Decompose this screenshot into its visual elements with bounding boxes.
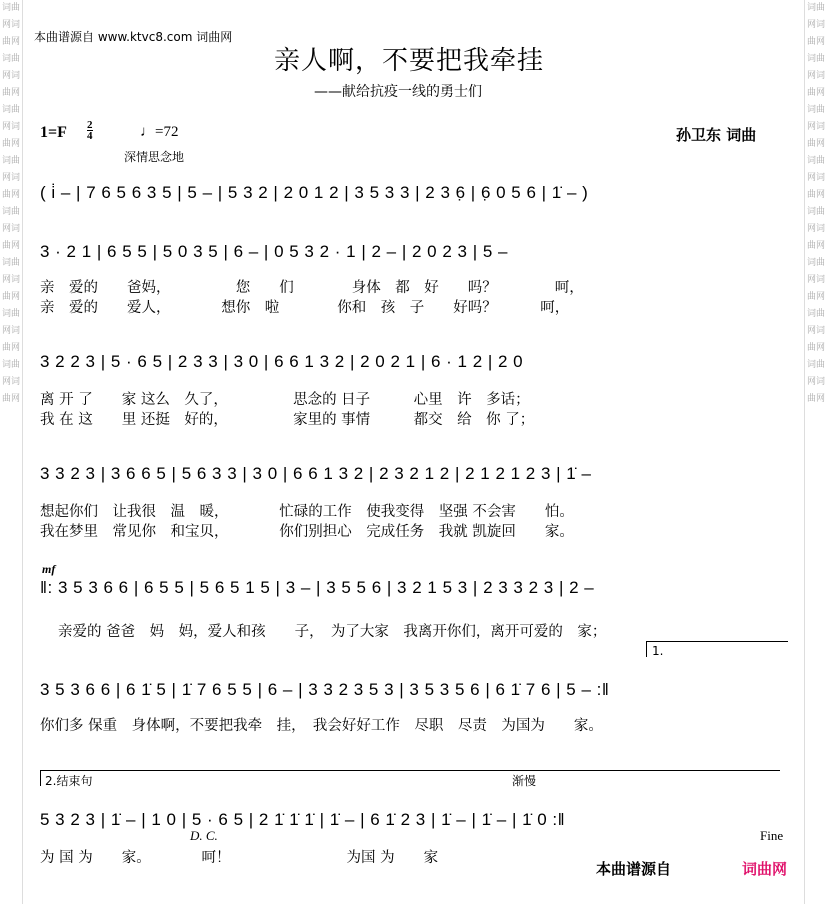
side-watermark-left: 词曲网词曲网词曲网词曲网词曲网词曲网词曲网词曲网词曲网词曲网词曲网词曲网词曲网词曲网词曲网词曲网 bbox=[1, 3, 20, 404]
lyric-row-4-verse-2: 我在梦里 常见你 和宝贝， 你们别担心 完成任务 我就 凯旋回 家。 bbox=[40, 524, 574, 540]
tempo-change-mark: 渐慢 bbox=[512, 774, 537, 788]
lyric-row-4-verse-1: 想起你们 让我很 温 暖， 忙碌的工作 使我变得 坚强 不会害 怕。 bbox=[40, 504, 574, 520]
time-top: 2 bbox=[87, 119, 93, 131]
notation-row-1: ( i̇ – | 7 6 5 6 3 5 | 5 – | 5 3 2 | 2 0 1 2 | 3 5 3 3 | 2 3 6̣ | 6̣ 0 5 6 | 1̇ – ) bbox=[40, 183, 589, 202]
expression-mark: 深情思念地 bbox=[124, 150, 185, 164]
notation-row-6: 3 5 3 6 6 | 6 1̇ 5 | 1̇ 7 6 5 5 | 6 – | 3 3 2 3 5 3 | 3 5 3 5 6 | 6 1̇ 7 6 | 5 – :‖ bbox=[40, 680, 610, 699]
footer-source: 本曲谱源自 bbox=[596, 860, 672, 878]
fine-mark: Fine bbox=[760, 828, 784, 843]
song-title: 亲人啊，不要把我牵挂 bbox=[274, 46, 545, 76]
volta-2-bracket-top bbox=[40, 770, 780, 771]
volta-2-label: 2.结束句 bbox=[45, 774, 93, 788]
song-subtitle: ——献给抗疫一线的勇士们 bbox=[314, 84, 482, 100]
key-signature: 1=F bbox=[40, 124, 67, 141]
author-credit: 孙卫东 词曲 bbox=[676, 126, 757, 144]
volta-1-bracket-top bbox=[646, 641, 788, 642]
notation-row-2: 3 · 2 1 | 6 5 5 | 5 0 3 5 | 6 – | 0 5 3 2 · 1 | 2 – | 2 0 2 3 | 5 – bbox=[40, 242, 508, 261]
time-bottom: 4 bbox=[87, 130, 93, 142]
lyric-row-2-verse-1: 亲 爱的 爸妈， 您 们 身体 都 好 吗？ 呵， bbox=[40, 280, 584, 296]
tempo-mark: ♩=72 bbox=[140, 124, 179, 140]
volta-1-label: 1. bbox=[652, 644, 664, 658]
notation-row-7: 5 3 2 3 | 1̇ – | 1 0 | 5 · 6 5 | 2 1̇ 1̇ 1̇ | 1̇ – | 6 1̇ 2 3 | 1̇ – | 1̇ – | 1̇ 0 :‖ bbox=[40, 810, 566, 829]
volta-1-bracket-left bbox=[646, 641, 647, 657]
lyric-row-5: 亲爱的 爸爸 妈 妈，爱人和孩 子， 为了大家 我离开你们，离开可爱的 家； bbox=[58, 624, 607, 640]
volta-2-bracket-left bbox=[40, 770, 41, 786]
footer-site-name: 词曲网 bbox=[742, 860, 788, 878]
dc-mark: D. C. bbox=[190, 828, 218, 843]
lyric-row-7: 为 国 为 家。 呵！ 为国 为 家 bbox=[40, 850, 439, 866]
dynamic-mark: mf bbox=[42, 562, 56, 576]
source-note: 本曲谱源自 www.ktvc8.com 词曲网 bbox=[34, 30, 233, 44]
notation-row-3: 3 2 2 3 | 5 · 6 5 | 2 3 3 | 3 0 | 6 6 1 3 2 | 2 0 2 1 | 6 · 1 2 | 2 0 bbox=[40, 352, 524, 371]
lyric-row-2-verse-2: 亲 爱的 爱人， 想你 啦 你和 孩 子 好吗？ 呵， bbox=[40, 300, 570, 316]
notation-row-5: ‖: 3 5 3 6 6 | 6 5 5 | 5 6 5 1 5 | 3 – | 3 5 5 6 | 3 2 1 5 3 | 2 3 3 2 3 | 2 – bbox=[40, 578, 595, 597]
margin-line-right bbox=[804, 0, 805, 904]
time-signature bbox=[87, 120, 93, 141]
lyric-row-3-verse-1: 离 开 了 家 这么 久了， 思念的 日子 心里 许 多话； bbox=[40, 392, 530, 408]
margin-line-left bbox=[22, 0, 23, 904]
lyric-row-6: 你们多 保重 身体啊，不要把我牵 挂， 我会好好工作 尽职 尽责 为国为 家。 bbox=[40, 718, 603, 734]
lyric-row-3-verse-2: 我 在 这 里 还挺 好的， 家里的 事情 都交 给 你 了； bbox=[40, 412, 535, 428]
notation-row-4: 3 3 2 3 | 3 6 6 5 | 5 6 3 3 | 3 0 | 6 6 1 3 2 | 2 3 2 1 2 | 2 1 2 1 2 3 | 1̇ – bbox=[40, 464, 592, 483]
side-watermark-right: 词曲网词曲网词曲网词曲网词曲网词曲网词曲网词曲网词曲网词曲网词曲网词曲网词曲网词曲网词曲网词曲网 bbox=[806, 3, 825, 404]
